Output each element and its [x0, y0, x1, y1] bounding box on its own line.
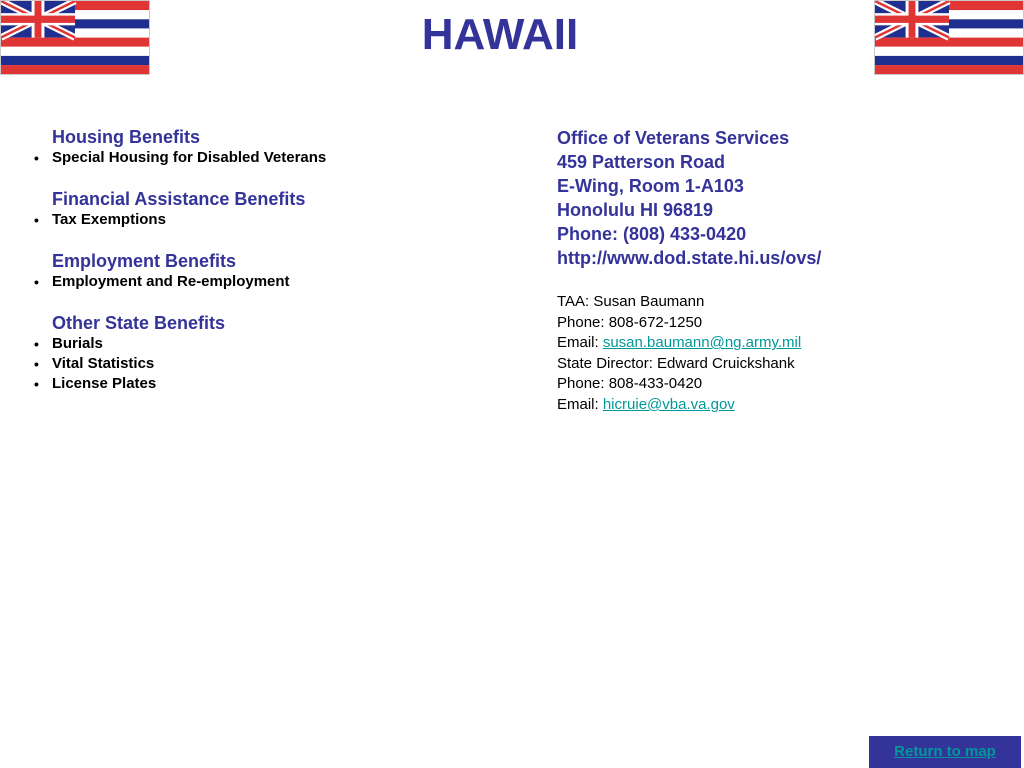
office-url: http://www.dod.state.hi.us/ovs/ — [557, 248, 822, 268]
benefit-section-housing — [34, 126, 474, 168]
benefit-heading: Housing Benefits — [52, 127, 201, 147]
contact-block — [557, 292, 997, 416]
benefit-items — [34, 334, 474, 394]
director-name: State Director: Edward Cruickshank — [557, 354, 795, 372]
office-name: Office of Veterans Services — [557, 128, 790, 148]
benefit-section-financial — [34, 188, 474, 230]
office-info — [557, 126, 997, 416]
benefits-list — [34, 126, 474, 414]
taa-phone: Phone: 808-672-1250 — [557, 313, 703, 331]
benefit-heading: Financial Assistance Benefits — [52, 189, 306, 209]
page-title: HAWAII — [421, 10, 579, 59]
benefit-item: • Burials — [34, 334, 474, 354]
benefit-item: • Tax Exemptions — [34, 210, 474, 230]
benefit-items — [34, 148, 474, 168]
director-email-link[interactable]: hicruie@vba.va.gov — [602, 395, 735, 413]
benefit-item: • License Plates — [34, 374, 474, 394]
benefit-heading: Employment Benefits — [52, 251, 237, 271]
benefit-section-other — [34, 312, 474, 394]
taa-email-link[interactable]: susan.baumann@ng.army.mil — [602, 334, 802, 352]
director-email-line — [557, 395, 997, 416]
director-phone: Phone: 808-433-0420 — [557, 375, 703, 393]
office-city: Honolulu HI 96819 — [557, 200, 714, 220]
benefit-items — [34, 272, 474, 292]
return-to-map-button[interactable]: Return to map — [869, 736, 1021, 768]
office-wing: E-Wing, Room 1-A103 — [557, 176, 744, 196]
office-phone: Phone: (808) 433-0420 — [557, 224, 747, 244]
benefit-item: • Employment and Re-employment — [34, 272, 474, 292]
email-label: Email: — [557, 334, 603, 352]
benefit-items — [34, 210, 474, 230]
email-label: Email: — [557, 395, 603, 413]
taa-email-line — [557, 333, 997, 354]
taa-name: TAA: Susan Baumann — [557, 293, 705, 310]
office-street: 459 Patterson Road — [557, 152, 726, 172]
benefit-heading: Other State Benefits — [52, 313, 226, 333]
benefit-item: • Vital Statistics — [34, 354, 474, 374]
benefit-section-employment — [34, 250, 474, 292]
benefit-item: • Special Housing for Disabled Veterans — [34, 148, 474, 168]
